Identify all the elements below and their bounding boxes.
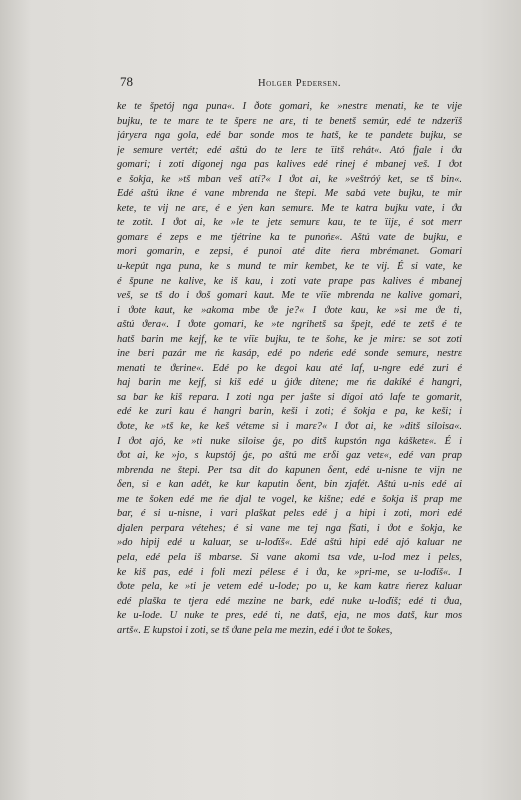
text-line: u-kepút nga puna, ke s mund te mir kembet, ke te vij. É si vate, ke bbox=[117, 261, 462, 273]
text-line: »do hipij edé u kaluar, se u-lodϊš«. Edé aštú hipi edé ajó kaluar ne bbox=[117, 537, 462, 549]
text-line: mbrenda ne štepi. Per tsa dit do kapunen δent, edé u-nisne te vijn ne bbox=[117, 464, 462, 476]
text-line: bar, é si u-nisne, i vari plaškat pelεs edé j a hipi i zoti, mori edé bbox=[117, 508, 462, 520]
text-line: gomarε é zeps e me tjétrine ka te punońε«. Aštú vate de bujku, e bbox=[117, 231, 462, 243]
text-line: járyεra nga gola, edé bar sonde mos te hatš, ke te pandetε bujku, se bbox=[117, 130, 462, 142]
text-line: ke u-lode. U nuke te pres, edé ti, ne datš, eja, ne mos datš, kur mos bbox=[117, 610, 462, 622]
text-line: I ϑot ajó, ke »ti nuke siloise ǵε, po ditš kupstón nga kášketε«. É i bbox=[117, 435, 462, 447]
text-line: pela, edé pela iš mbarse. Si vane akomi tsa vde, u-lod mez i pelεs, bbox=[117, 551, 462, 563]
text-line: ϑot ai, ke »jo, s kupstój ǵε, po aštú me εrδi gaz vetε«, edé van prap bbox=[117, 450, 462, 462]
text-line: ke te špetój nga puna«. I ðotε gomari, ke »nestrε menati, ke te vije bbox=[117, 101, 462, 112]
text-line: ke kiš pas, edé i foli mezi pélesε é i ϑa, ke »pri-me, se u-lodϊš«. I bbox=[117, 566, 462, 578]
text-line: djalen perpara vétehes; é si vane me tej nga fšati, i ϑot e šokja, ke bbox=[117, 522, 462, 534]
text-line: je semure vertét; edé aštú do te lerε te ϊitš rehát«. Ató fjale i ϑa bbox=[117, 144, 462, 156]
text-line: sa bar ke kiš repara. I zoti nga per jašte si dígoi ató lafe te gomarit, bbox=[117, 391, 462, 403]
text-line: e šokja, ke »tš mban veš atí?« I ϑot ai, ke »veštróý ket, se tš bin«. bbox=[117, 173, 462, 185]
text-line: kete, te vij ne arε, é e ýen kan semurε. Me te katra bujku vate, i ϑa bbox=[117, 202, 462, 214]
text-line: artš«. E kupstoi i zoti, se tš ϑane pela me mezin, edé i ϑot te šokes, bbox=[117, 624, 393, 636]
text-line: menati te ϑεrine«. Edé po ke dεgoi kau até laf, u-ngre edé zuri é bbox=[117, 362, 462, 374]
text-line: me te šoken edé me ńe djal te vogel, ke kišne; edé e šokja iš prap me bbox=[117, 493, 462, 505]
text-line: aštú ϑera«. I ϑote gomari, ke »te ngrihetš sa špejt, edé te zetš é te bbox=[117, 319, 462, 331]
text-line: é špune ne kalive, ke iš kau, i zoti vate prape pas kalives é mbanej bbox=[117, 275, 462, 287]
text-line: bujku, te te marε te te šperε ne arε, ti te benetš semúr, edé te ndzerϊš bbox=[117, 115, 462, 127]
text-line: gomari; i zoti dígonej nga pas kalives edé rinej é mbanej veš. I ϑot bbox=[117, 159, 462, 171]
text-line: ϑote pela, ke »ti je vetem edé u-lode; po u, ke kam katrε ńerez kaluar bbox=[117, 581, 462, 593]
text-line: mori gomarin, e zepsi, é punoi até dite ńera mbrémanet. Gomari bbox=[117, 246, 462, 258]
text-line: Edé aštú ikne é vane mbrenda ne štepi. Me sabá vete bujku, te mir bbox=[117, 188, 462, 200]
text-line: i ϑote kaut, ke »akoma mbe ϑe je?« I ϑote kau, ke »si me ϑe ti, bbox=[117, 304, 462, 316]
text-line: δen, si e kan adét, ke kur kaputin δent, bin zjafét. Aštú u-nis edé ai bbox=[117, 479, 462, 491]
text-line: edé ke zuri kau é hangri barin, keši i zoti; é šokja e pa, ke keši; i bbox=[117, 406, 462, 418]
text-line: hatš barin me kejf, ke te viϊε bujku, te te šohε, ke je mirε: se sot zoti bbox=[117, 333, 462, 345]
text-line: haj barin me kejf, si kiš edé u ǵiϑε dítene; me ńε dakíké é hangri, bbox=[117, 377, 462, 389]
text-line: ine bεri pazár me ńε kasáp, edé po ndeńε edé sonde semurε, nestrε bbox=[117, 348, 462, 360]
text-line: veš, se tš do i ϑoš gomari kaut. Me te viϊe mbrenda ne kalive gomari, bbox=[117, 290, 462, 302]
page-number: 78 bbox=[120, 74, 133, 89]
running-head: Holger Pedersen. bbox=[258, 78, 342, 89]
page-header bbox=[120, 72, 460, 92]
text-body bbox=[117, 100, 462, 638]
text-line: te zotit. I ϑot ai, ke »le te jetε semurε kau, te te ϊijε, é sot merr bbox=[117, 217, 462, 229]
text-line: ϑote, ke »tš ke, ke keš vétεme si i marε?« I ϑot ai, ke »ditš siloisa«. bbox=[117, 421, 462, 433]
text-line: edé plaška te tjera edé mεzine ne bark, edé nuke u-lodϊš; edé ti ϑua, bbox=[117, 595, 462, 607]
